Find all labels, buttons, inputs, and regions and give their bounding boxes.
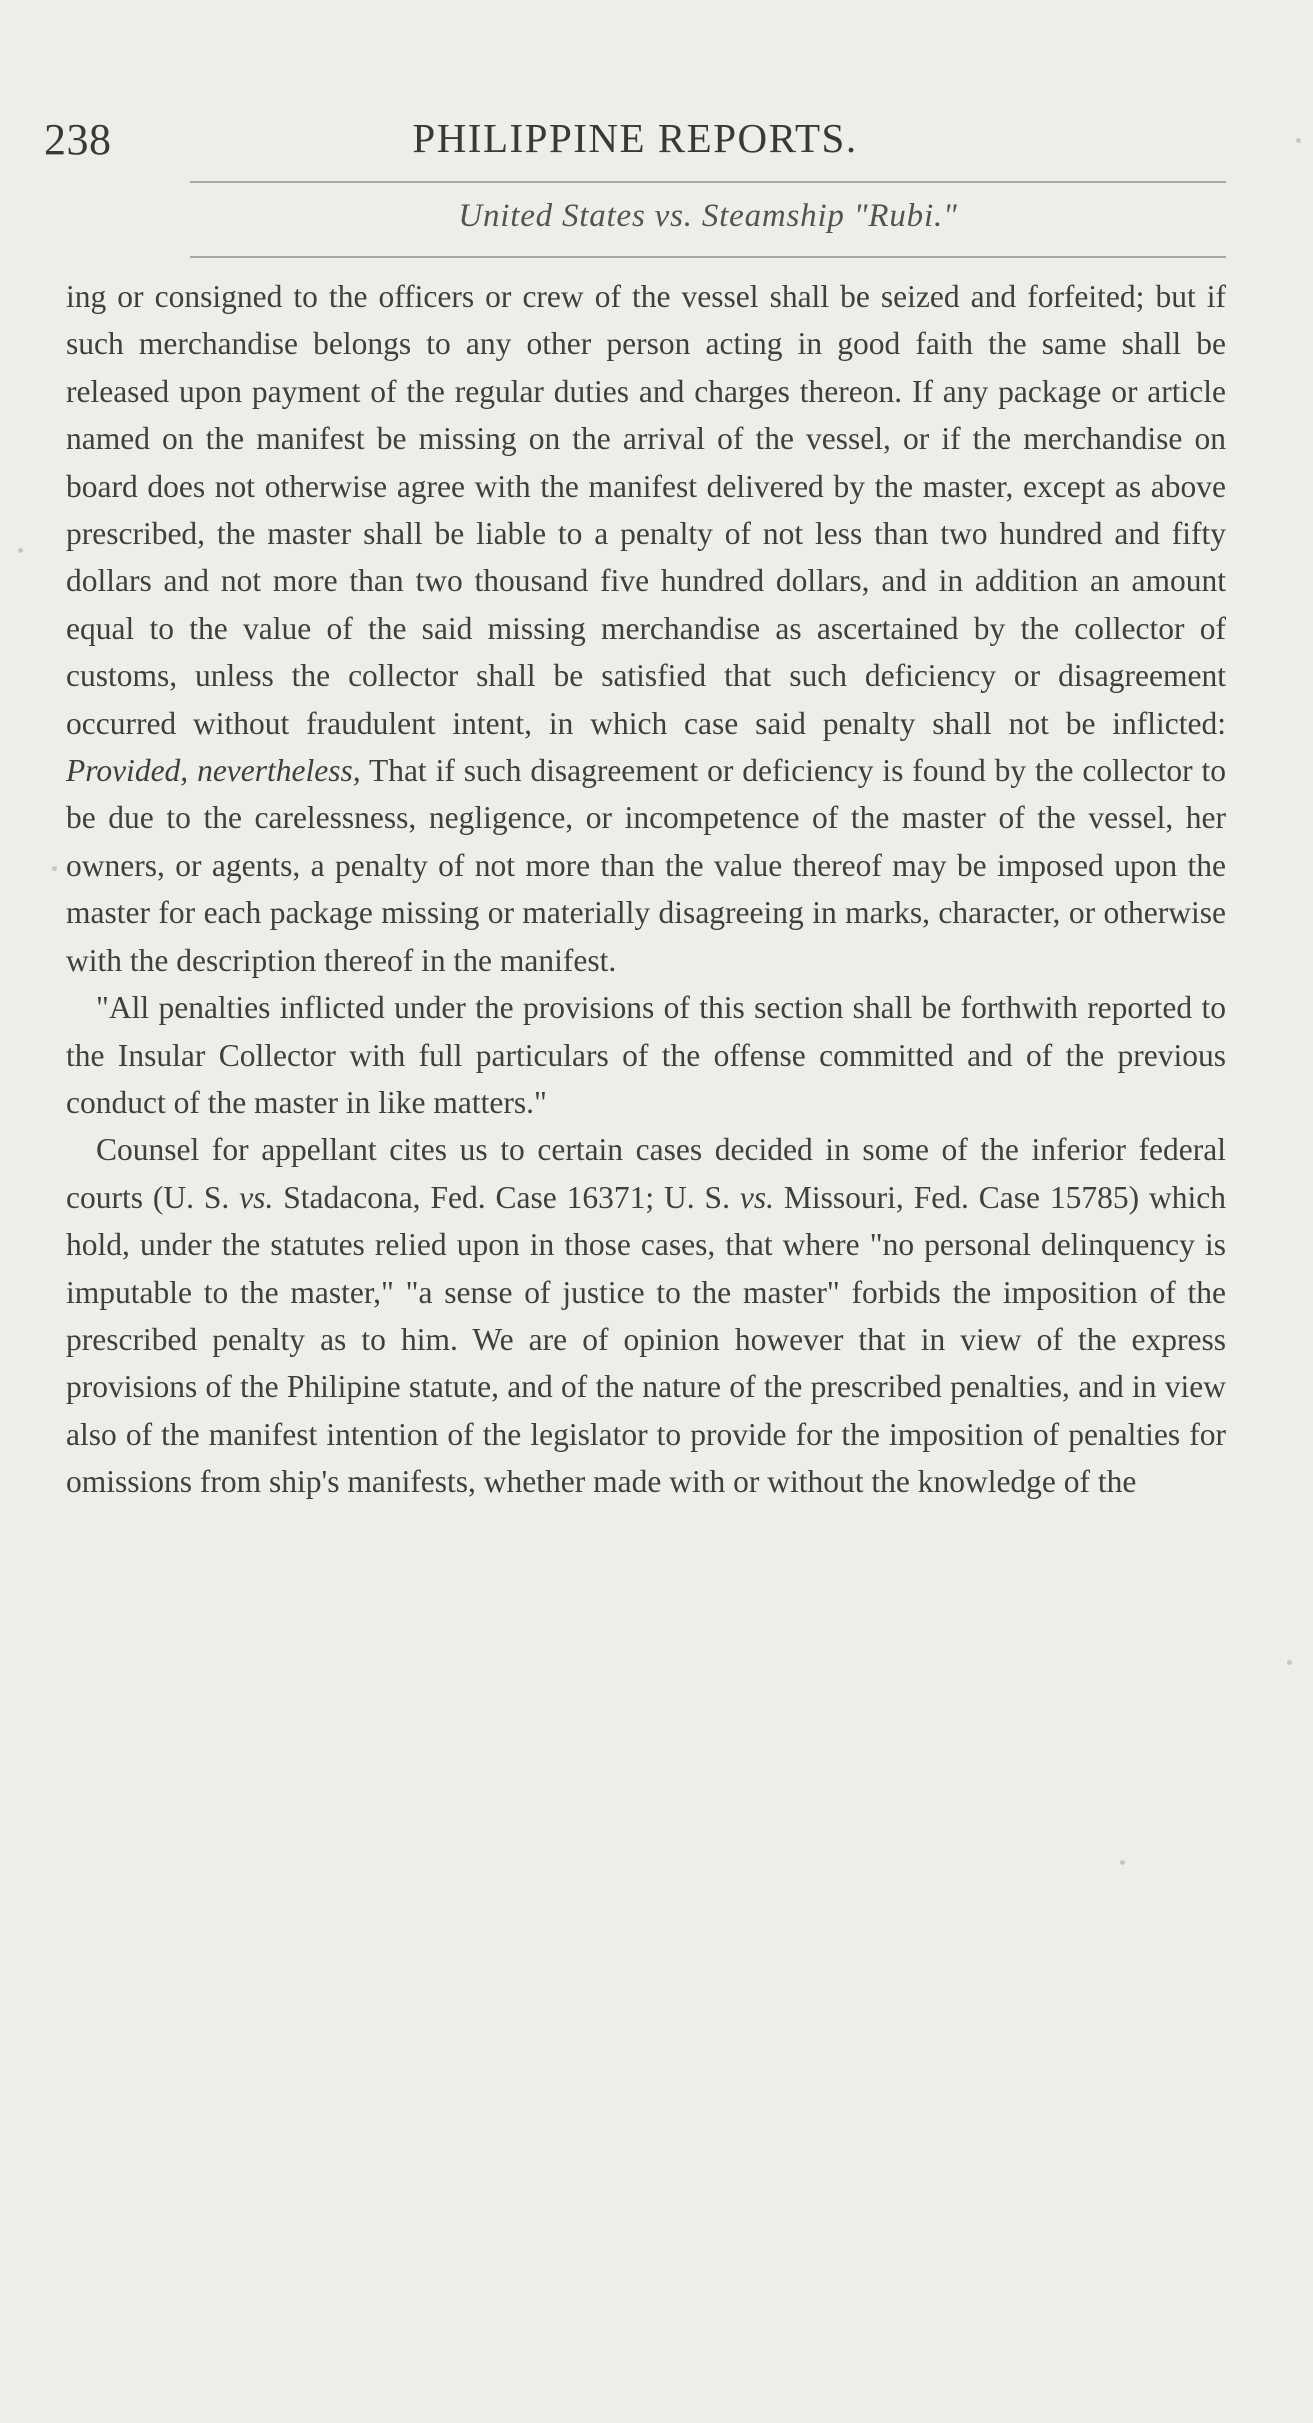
paragraph-3-part-a: Counsel for appellant cites us to certain cases decided in some of the inferior federal courts (U. S. [66, 1132, 1226, 1215]
case-title: United States vs. Steamship "Rubi." [458, 198, 958, 234]
proviso-italic: Provided, nevertheless, [66, 753, 361, 789]
running-head [44, 110, 1226, 180]
paper-speck [1296, 138, 1301, 143]
paper-speck [1287, 1660, 1292, 1665]
body-text [66, 273, 1226, 1506]
header-rule-bottom [190, 256, 1226, 258]
paper-speck [1120, 1860, 1125, 1865]
paragraph-continuation [66, 273, 1226, 984]
paragraph-1-end: That if such disagreement or deficiency is found by the collector to be due to the carelessness, negligence, or incompetence of the master of the vessel, her owners, or agents, a penalty of not more than the value thereof may be imposed upon the master for each package missing or materially disagreeing in marks, character, or otherwise with the description thereof in the manifest. [66, 753, 1226, 978]
paper-speck [52, 866, 57, 871]
paragraph-counsel [66, 1126, 1226, 1505]
running-title: PHILIPPINE REPORTS. [412, 115, 858, 161]
paragraph-1-text: ing or consigned to the officers or crew of the vessel shall be seized and forfeited; but if such merchandise belongs to any other person acting in good faith the same shall be released upon payment of the regular duties and charges thereon. If any package or article named on the manifest be missing on the arrival of the vessel, or if the merchandise on board does not otherwise agree with the manifest delivered by the master, except as above prescribed, the master shall be liable to a penalty of not less than two hundred and fifty dollars and not more than two thousand five hundred dollars, and in addition an amount equal to the value of the said missing merchandise as ascertained by the collector of customs, unless the collector shall be satisfied that such deficiency or disagreement occurred without fraudulent intent, in which case said penalty shall not be inflicted: [66, 279, 1226, 741]
versus-italic-1: vs. [239, 1179, 274, 1215]
page-number: 238 [44, 115, 112, 164]
paragraph-3-part-c: Missouri, Fed. Case 15785) which hold, under the statutes relied upon in those cases, that where "no personal delinquency is imputable to the master," "a sense of justice to the master" forbids the imposition of the prescribed penalty as to him. We are of opinion however that in view of the express provisions of the Philipine statute, and of the nature of the prescribed penalties, and in view also of the manifest intention of the legislator to provide for the imposition of penalties for omissions from ship's manifests, whether made with or without the knowledge of the [66, 1179, 1226, 1500]
paper-speck [18, 548, 23, 553]
paragraph-3-part-b: Stadacona, Fed. Case 16371; U. S. [283, 1179, 730, 1215]
versus-italic-2: vs. [739, 1179, 774, 1215]
header-rule-top [190, 181, 1226, 183]
paragraph-quote-penalties: "All penalties inflicted under the provisions of this section shall be forthwith reported to the Insular Collector with full particulars of the offense committed and of the previous conduct of the master in like matters." [66, 990, 1226, 1120]
